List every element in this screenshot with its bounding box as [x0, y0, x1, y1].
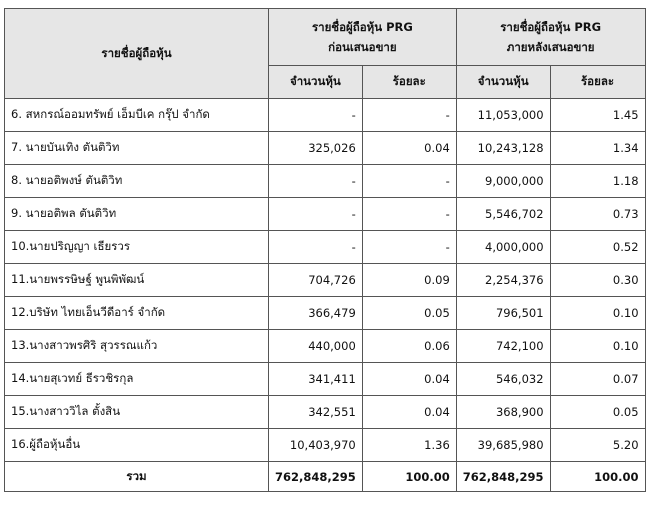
- after-shares: 39,685,980: [456, 429, 550, 462]
- before-shares: 440,000: [269, 330, 363, 363]
- after-shares: 796,501: [456, 297, 550, 330]
- table-row: [5, 198, 646, 231]
- table-row: [5, 363, 646, 396]
- table-row: [5, 396, 646, 429]
- before-percent: 1.36: [362, 429, 456, 462]
- after-shares: 368,900: [456, 396, 550, 429]
- before-offering-header-line1: รายชื่อผู้ถือหุ้น PRG: [311, 20, 413, 34]
- after-offering-header-line1: รายชื่อผู้ถือหุ้น PRG: [500, 20, 602, 34]
- header-row-groups: [5, 9, 646, 66]
- table-row: [5, 132, 646, 165]
- shareholder-name: 9. นายอติพล ตันติวิท: [5, 198, 269, 231]
- total-before-shares: 762,848,295: [269, 462, 363, 492]
- after-percent: 0.73: [550, 198, 645, 231]
- before-shares: 366,479: [269, 297, 363, 330]
- before-shares: -: [269, 231, 363, 264]
- before-offering-header: [269, 9, 457, 66]
- after-percent: 0.05: [550, 396, 645, 429]
- total-after-shares: 762,848,295: [456, 462, 550, 492]
- before-shares: -: [269, 165, 363, 198]
- before-percent: 0.06: [362, 330, 456, 363]
- shareholder-name: 13.นางสาวพรศิริ สุวรรณแก้ว: [5, 330, 269, 363]
- after-shares: 10,243,128: [456, 132, 550, 165]
- after-shares: 9,000,000: [456, 165, 550, 198]
- before-percent: 0.09: [362, 264, 456, 297]
- after-percent: 0.10: [550, 297, 645, 330]
- total-label: รวม: [5, 462, 269, 492]
- table-row: [5, 429, 646, 462]
- before-percent: 0.04: [362, 396, 456, 429]
- table-row: [5, 330, 646, 363]
- after-offering-header-line2: ภายหลังเสนอขาย: [506, 40, 595, 54]
- shareholder-table: [4, 8, 646, 492]
- before-shares: 341,411: [269, 363, 363, 396]
- before-offering-header-line2: ก่อนเสนอขาย: [328, 40, 397, 54]
- shareholder-rows: [5, 99, 646, 492]
- table-row: [5, 264, 646, 297]
- shareholder-name-header: รายชื่อผู้ถือหุ้น: [5, 9, 269, 99]
- after-shares-header: จำนวนหุ้น: [456, 66, 550, 99]
- after-percent: 1.18: [550, 165, 645, 198]
- before-percent-header: ร้อยละ: [362, 66, 456, 99]
- after-offering-header: [456, 9, 645, 66]
- total-after-percent: 100.00: [550, 462, 645, 492]
- before-shares: 10,403,970: [269, 429, 363, 462]
- after-shares: 11,053,000: [456, 99, 550, 132]
- shareholder-name: 6. สหกรณ์ออมทรัพย์ เอ็มบีเค กรุ๊ป จำกัด: [5, 99, 269, 132]
- shareholder-table-container: [4, 8, 646, 492]
- before-shares-header: จำนวนหุ้น: [269, 66, 363, 99]
- before-percent: -: [362, 231, 456, 264]
- after-shares: 4,000,000: [456, 231, 550, 264]
- after-percent: 0.30: [550, 264, 645, 297]
- before-percent: 0.04: [362, 132, 456, 165]
- before-shares: -: [269, 198, 363, 231]
- before-percent: 0.05: [362, 297, 456, 330]
- after-percent: 1.45: [550, 99, 645, 132]
- table-row: [5, 165, 646, 198]
- shareholder-name: 14.นายสุเวทย์ ธีรวชิรกุล: [5, 363, 269, 396]
- before-shares: 704,726: [269, 264, 363, 297]
- shareholder-name: 12.บริษัท ไทยเอ็นวีดีอาร์ จำกัด: [5, 297, 269, 330]
- total-before-percent: 100.00: [362, 462, 456, 492]
- before-percent: -: [362, 198, 456, 231]
- after-shares: 546,032: [456, 363, 550, 396]
- after-shares: 742,100: [456, 330, 550, 363]
- shareholder-name: 15.นางสาววิไล ตั้งสิน: [5, 396, 269, 429]
- total-row: [5, 462, 646, 492]
- after-shares: 2,254,376: [456, 264, 550, 297]
- after-percent: 5.20: [550, 429, 645, 462]
- table-row: [5, 231, 646, 264]
- shareholder-name: 10.นายปริญญา เธียรวร: [5, 231, 269, 264]
- shareholder-name: 11.นายพรรษิษฐ์ พูนพิพัฒน์: [5, 264, 269, 297]
- shareholder-name: 16.ผู้ถือหุ้นอื่น: [5, 429, 269, 462]
- after-percent: 1.34: [550, 132, 645, 165]
- before-shares: 325,026: [269, 132, 363, 165]
- after-percent-header: ร้อยละ: [550, 66, 645, 99]
- table-row: [5, 99, 646, 132]
- shareholder-name: 7. นายบันเทิง ตันติวิท: [5, 132, 269, 165]
- after-shares: 5,546,702: [456, 198, 550, 231]
- shareholder-name: 8. นายอติพงษ์ ตันติวิท: [5, 165, 269, 198]
- before-shares: -: [269, 99, 363, 132]
- table-row: [5, 297, 646, 330]
- after-percent: 0.10: [550, 330, 645, 363]
- after-percent: 0.52: [550, 231, 645, 264]
- before-shares: 342,551: [269, 396, 363, 429]
- after-percent: 0.07: [550, 363, 645, 396]
- before-percent: 0.04: [362, 363, 456, 396]
- before-percent: -: [362, 99, 456, 132]
- before-percent: -: [362, 165, 456, 198]
